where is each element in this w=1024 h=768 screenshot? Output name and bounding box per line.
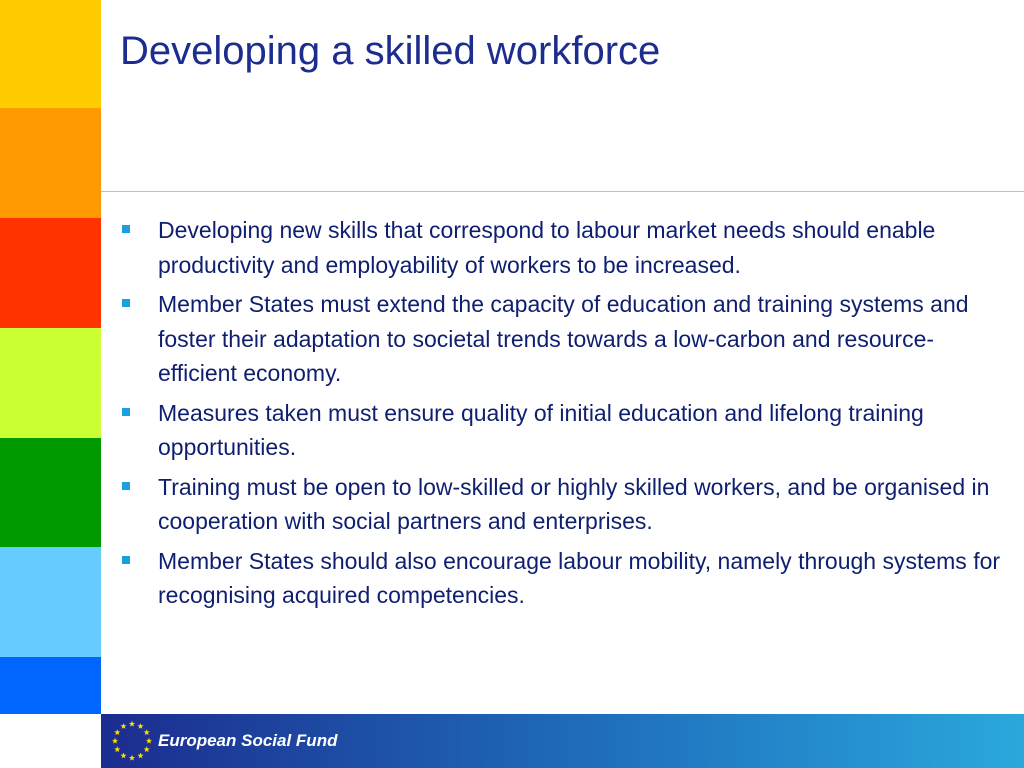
color-band <box>0 218 101 328</box>
bullet-item <box>120 544 1010 613</box>
footer-label: European Social Fund <box>158 731 338 750</box>
eu-star-icon <box>129 721 135 727</box>
color-band <box>0 0 101 108</box>
color-band <box>0 547 101 657</box>
eu-star-icon <box>114 746 120 752</box>
color-band <box>0 438 101 547</box>
square-bullet-icon <box>122 225 130 233</box>
eu-star-icon <box>112 738 118 744</box>
eu-star-icon <box>137 753 143 759</box>
eu-star-icon <box>129 755 135 761</box>
color-band <box>0 657 101 714</box>
bullet-item <box>120 287 1010 391</box>
eu-star-icon <box>114 729 120 735</box>
square-bullet-icon <box>122 482 130 490</box>
eu-star-icon <box>144 729 150 735</box>
eu-star-icon <box>120 723 126 729</box>
bullet-list <box>120 213 1010 618</box>
eu-flag-icon <box>109 718 155 764</box>
eu-star-icon <box>146 738 152 744</box>
slide-title: Developing a skilled workforce <box>120 29 661 73</box>
square-bullet-icon <box>122 299 130 307</box>
color-band <box>0 328 101 438</box>
bullet-item <box>120 396 1010 465</box>
footer-bar <box>101 714 1024 768</box>
bullet-text: Member States must extend the capacity of education and training systems and foster their adaptation to societal trends towards a low-carbon and resource-efficient economy. <box>158 291 969 386</box>
bullet-text: Member States should also encourage labour mobility, namely through systems for recognising acquired competencies. <box>158 547 1001 608</box>
bullet-text: Measures taken must ensure quality of initial education and lifelong training opportunities. <box>158 399 924 460</box>
title-divider <box>101 191 1024 192</box>
eu-star-icon <box>137 723 143 729</box>
bullet-text: Training must be open to low-skilled or highly skilled workers, and be organised in cooperation with social partners and enterprises. <box>158 473 990 534</box>
square-bullet-icon <box>122 556 130 564</box>
bullet-text: Developing new skills that correspond to labour market needs should enable productivity and employability of workers to be increased. <box>158 217 936 278</box>
bullet-item <box>120 213 1010 282</box>
color-strip <box>0 0 101 714</box>
square-bullet-icon <box>122 408 130 416</box>
bullet-item <box>120 470 1010 539</box>
color-band <box>0 108 101 218</box>
eu-star-icon <box>120 753 126 759</box>
eu-star-icon <box>144 746 150 752</box>
